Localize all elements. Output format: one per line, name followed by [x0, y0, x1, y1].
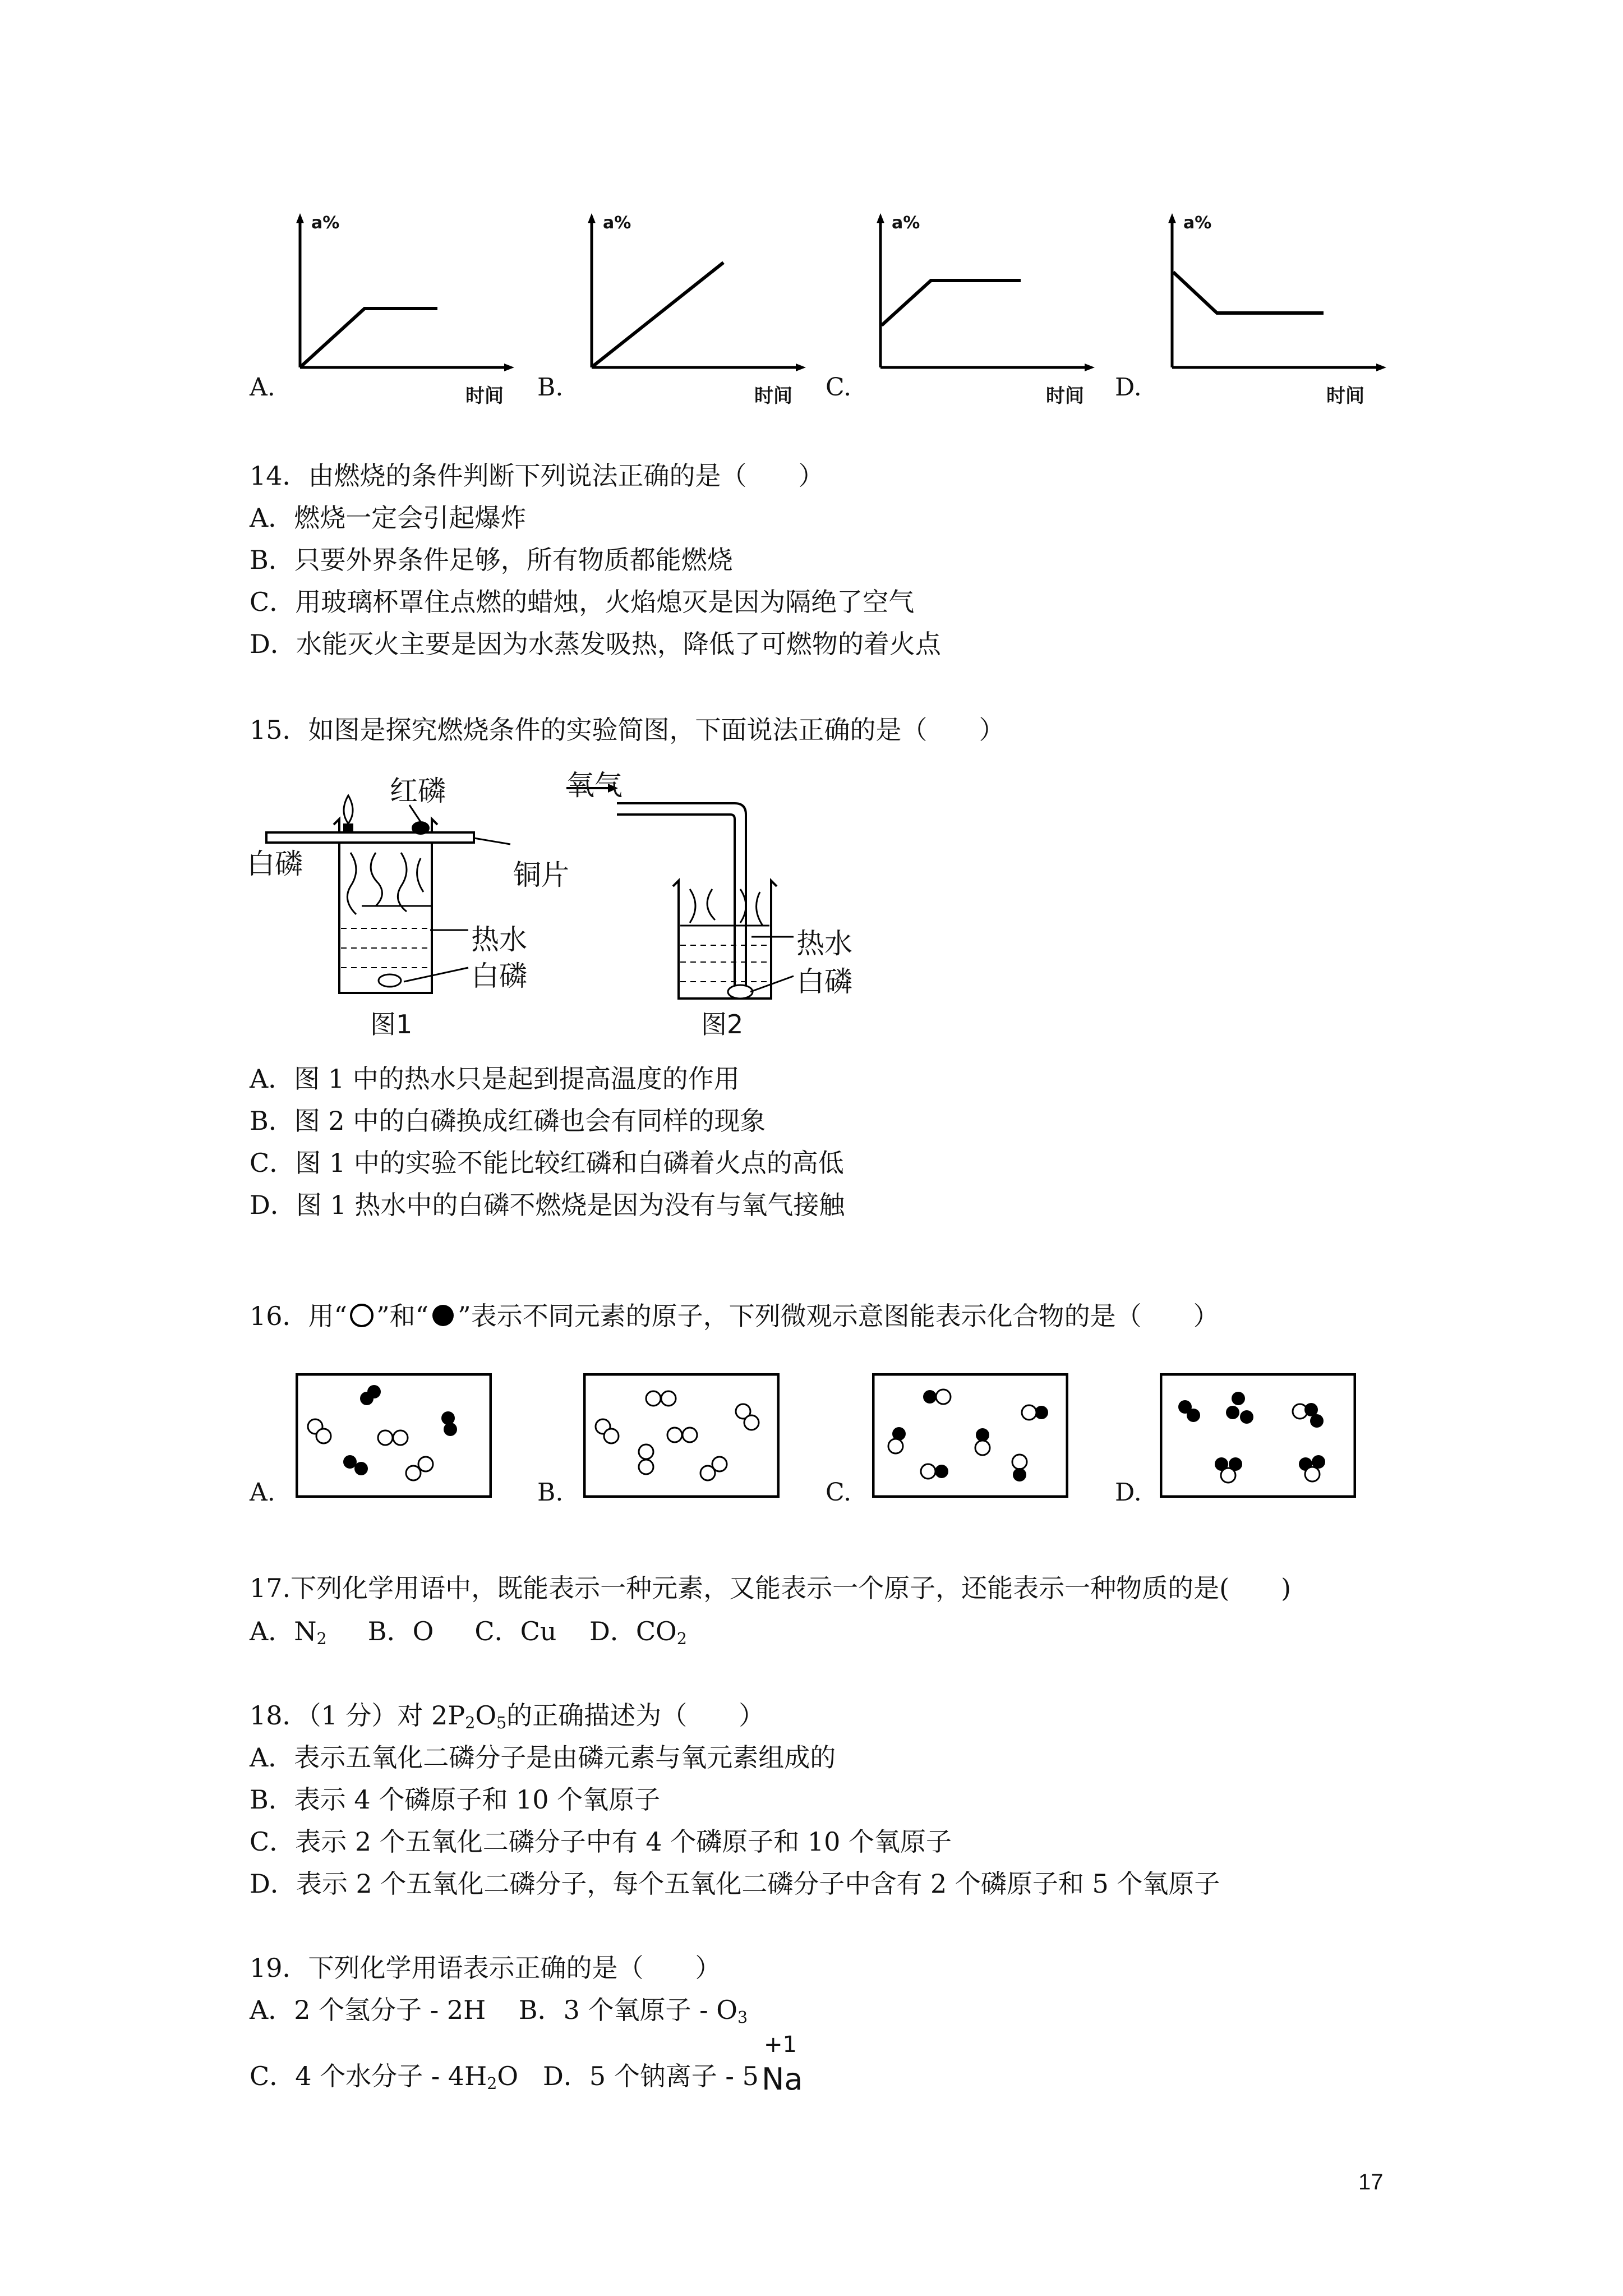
q14-stem: 14．由燃烧的条件判断下列说法正确的是（ ） [250, 461, 824, 491]
q18-stem: 18．（1 分）对 $2P_2O_5$的正确描述为（ ） [250, 1700, 765, 1733]
graph-d-ylabel: a% [1183, 213, 1212, 233]
fig1-red-phosphorus-label: 红磷 [390, 775, 446, 807]
graph-b-letter: B. [537, 373, 564, 402]
q18-option-d: D．表示 2 个五氧化二磷分子，每个五氧化二磷分子中含有 2 个磷原子和 5 个氧原子 [250, 1869, 1220, 1899]
q14-option-c: C．用玻璃杯罩住点燃的蜡烛，火焰熄灭是因为隔绝了空气 [250, 587, 915, 617]
q15-figure [247, 769, 948, 1038]
graph-c [830, 208, 1144, 409]
page-number: 17 [1358, 2170, 1384, 2194]
q19-row1 [250, 1997, 748, 2026]
black-atom-icon [428, 1303, 458, 1328]
q18-option-b: B．表示 4 个磷原子和 10 个氧原子 [250, 1784, 661, 1815]
q19-row2 [250, 2063, 759, 2092]
white-atom-icon [347, 1303, 376, 1328]
micro-box-d [1160, 1373, 1356, 1498]
graph-a [250, 208, 564, 409]
micro-box-c [872, 1373, 1068, 1498]
q18-option-a: A．表示五氧化二磷分子是由磷元素与氧元素组成的 [250, 1742, 836, 1773]
q19-option-d: D．5 个钠离子 - 5 [543, 2061, 759, 2091]
q17-option-b: B．O [367, 1616, 434, 1646]
graph-d-letter: D. [1115, 373, 1142, 402]
q19-option-a: A．2 个氢分子 - 2H [250, 1995, 486, 2025]
q15-option-d: D．图 1 热水中的白磷不燃烧是因为没有与氧气接触 [250, 1190, 845, 1220]
fig1-caption: 图1 [370, 1009, 413, 1039]
q17-option-a: A．$N_2$ [250, 1616, 327, 1649]
graph-c-ylabel: a% [892, 213, 920, 233]
q15-option-a: A．图 1 中的热水只是起到提高温度的作用 [250, 1064, 740, 1094]
graph-a-ylabel: a% [311, 213, 340, 233]
micro-letter-c: C. [826, 1478, 852, 1507]
q16-stem [250, 1303, 1219, 1329]
fig2-caption: 图2 [701, 1009, 744, 1039]
micro-box-b-svg [583, 1373, 780, 1498]
fig2-oxygen-label: 氧气 [566, 769, 623, 802]
graph-a-svg [250, 208, 564, 409]
graph-a-letter: A. [250, 373, 275, 402]
graph-c-letter: C. [826, 373, 852, 402]
fig1-white-phosphorus-bottom-label: 白磷 [471, 960, 527, 992]
micro-letter-d: D. [1115, 1478, 1142, 1507]
q17-stem: 17.下列化学用语中，既能表示一种元素，又能表示一个原子，还能表示一种物质的是( ) [250, 1573, 1292, 1603]
q19-option-d-symbol: Na [762, 2062, 803, 2097]
q14-option-a: A．燃烧一定会引起爆炸 [250, 503, 527, 533]
fig1-hot-water-label: 热水 [471, 923, 527, 956]
graph-c-xlabel: 时间 [1046, 385, 1084, 407]
q17-option-c: C．Cu [474, 1616, 557, 1646]
q14-option-b: B．只要外界条件足够，所有物质都能燃烧 [250, 545, 733, 575]
q15-stem: 15．如图是探究燃烧条件的实验简图，下面说法正确的是（ ） [250, 715, 1005, 745]
q16-stem-part2: ”和“ [376, 1301, 429, 1331]
micro-letter-a: A. [250, 1478, 275, 1507]
graph-b-xlabel: 时间 [754, 385, 792, 407]
micro-box-a [296, 1373, 492, 1498]
q16-stem-part3: ”表示不同元素的原子，下列微观示意图能表示化合物的是（ ） [458, 1301, 1219, 1331]
fig2-hot-water-label: 热水 [796, 927, 852, 960]
q19-option-b: B．3 个氧原子 - $O_3$ [518, 1995, 748, 2027]
fig1-white-phosphorus-top-label: 白磷 [247, 848, 303, 880]
q19-stem: 19．下列化学用语表示正确的是（ ） [250, 1953, 721, 1983]
graph-b [541, 208, 855, 409]
graph-c-svg [830, 208, 1144, 409]
micro-letter-b: B. [537, 1478, 564, 1507]
micro-box-d-svg [1160, 1373, 1356, 1498]
micro-box-c-svg [872, 1373, 1068, 1498]
q19-option-c: C．4 个水分子 - $4H_2O$ [250, 2061, 519, 2093]
q15-option-c: C．图 1 中的实验不能比较红磷和白磷着火点的高低 [250, 1148, 844, 1178]
q18-option-c: C．表示 2 个五氧化二磷分子中有 4 个磷原子和 10 个氧原子 [250, 1826, 952, 1857]
q14-option-d: D．水能灭火主要是因为水蒸发吸热，降低了可燃物的着火点 [250, 629, 941, 659]
graph-d [1122, 208, 1436, 409]
micro-box-a-svg [296, 1373, 492, 1498]
micro-box-b [583, 1373, 780, 1498]
q16-stem-part1: 16．用“ [250, 1301, 348, 1331]
fig2-white-phosphorus-label: 白磷 [796, 965, 852, 998]
graph-b-svg [541, 208, 855, 409]
graph-a-xlabel: 时间 [465, 385, 504, 407]
q15-option-b: B．图 2 中的白磷换成红磷也会有同样的现象 [250, 1106, 766, 1136]
q19-option-d-charge: +1 [764, 2032, 797, 2058]
q17-option-d: D．$CO_2$ [589, 1616, 687, 1649]
graph-b-ylabel: a% [603, 213, 631, 233]
graph-d-xlabel: 时间 [1326, 385, 1364, 407]
graph-d-svg [1122, 208, 1436, 409]
fig1-copper-label: 铜片 [513, 859, 569, 891]
q17-options [250, 1618, 687, 1648]
